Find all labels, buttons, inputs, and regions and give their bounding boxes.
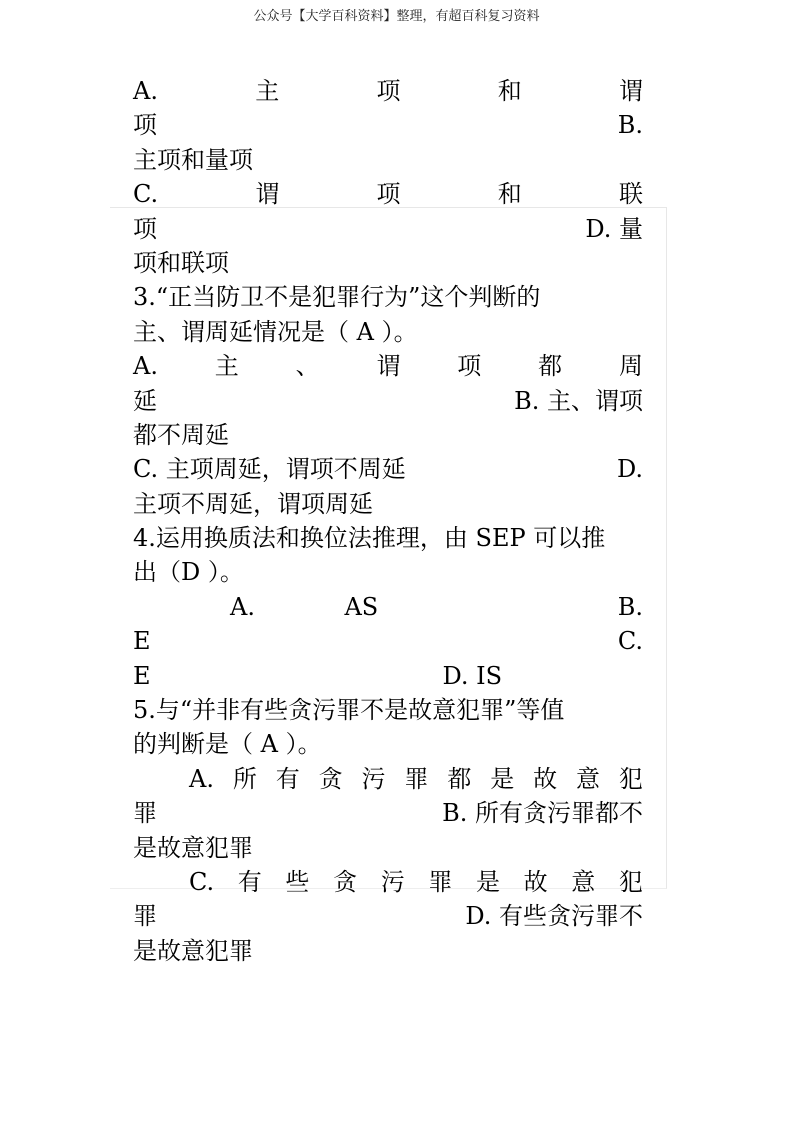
text-token: 联 (618, 180, 643, 209)
q3-stem-line-2 (133, 315, 643, 349)
q2-option-b-line (133, 143, 643, 177)
text-token: D. 有些贪污罪不 (465, 902, 643, 931)
text-token: E (133, 627, 151, 656)
text-token: C. (617, 627, 643, 656)
text-token: 主 (214, 352, 239, 381)
text-token: A. (189, 764, 214, 793)
q2-option-c-d-line (133, 212, 643, 246)
text-token: 的判断是（ A ）。 (133, 730, 322, 759)
text-token: 贪 (318, 764, 343, 793)
q4-option-c-d-line (133, 659, 643, 693)
text-token: 项 (457, 352, 482, 381)
document-body (133, 74, 643, 968)
text-token: 延 (133, 386, 157, 415)
q5-option-b-line (133, 831, 643, 865)
q2-option-c-line (133, 177, 643, 211)
q5-stem-line-1 (133, 693, 643, 727)
text-token: 谓 (255, 180, 280, 209)
text-token: 故 (523, 867, 548, 896)
text-token: 3.“正当防卫不是犯罪行为”这个判断的 (133, 283, 541, 312)
q5-option-a-line (133, 762, 643, 796)
text-token: 都 (447, 764, 472, 793)
text-token: 5.与“并非有些贪污罪不是故意犯罪”等值 (133, 696, 565, 725)
text-token: 污 (380, 867, 405, 896)
text-token: C. 主项周延，谓项不周延 (133, 455, 406, 484)
text-token: 意 (571, 867, 596, 896)
q3-option-d-line (133, 487, 643, 521)
q2-option-d-line (133, 246, 643, 280)
q3-stem-line-1 (133, 280, 643, 314)
text-token: 些 (285, 867, 310, 896)
text-token: A. (133, 77, 158, 105)
text-token: 是 (490, 764, 515, 793)
text-token: 都 (538, 352, 563, 381)
q2-option-a-b-line (133, 108, 643, 142)
q3-option-a-line (133, 349, 643, 383)
q4-option-a-line (133, 590, 643, 624)
text-token: B. (617, 592, 643, 621)
text-token: 犯 (618, 764, 643, 793)
q5-option-c-line (133, 865, 643, 899)
text-token: E (133, 661, 151, 690)
text-token: 故 (533, 764, 558, 793)
text-token: 有 (275, 764, 300, 793)
text-token: A. (133, 352, 158, 381)
text-token: 都不周延 (133, 420, 229, 449)
text-token: 项 (376, 180, 401, 209)
text-token: 污 (361, 764, 386, 793)
text-token: 是故意犯罪 (133, 833, 253, 862)
text-token: 和 (497, 180, 522, 209)
text-token: D. (616, 455, 643, 484)
text-token: 所 (232, 764, 257, 793)
text-token: 意 (575, 764, 600, 793)
text-token: 是故意犯罪 (133, 936, 253, 965)
text-token: C. (133, 180, 159, 209)
text-token: 有 (237, 867, 262, 896)
text-token: 谓 (376, 352, 401, 381)
q3-option-b-line (133, 418, 643, 452)
q4-stem-line-2 (133, 555, 643, 589)
q5-stem-line-2 (133, 727, 643, 761)
text-token: 犯 (618, 867, 643, 896)
text-token: AS (344, 592, 379, 621)
text-token: 主项和量项 (133, 145, 253, 174)
text-token: B. 所有贪污罪都不 (442, 799, 643, 828)
text-token: 主项不周延，谓项周延 (133, 489, 373, 518)
q5-option-a-b-line (133, 796, 643, 830)
text-token: A. (230, 592, 255, 621)
text-token: 主 (255, 77, 280, 105)
text-token: 4.运用换质法和换位法推理，由 SEP 可以推 (133, 524, 606, 553)
text-token: 是 (475, 867, 500, 896)
q2-option-a-line (133, 74, 643, 108)
text-token: 罪 (133, 902, 157, 931)
q5-option-d-line (133, 934, 643, 968)
text-token: 主、谓周延情况是（ A ）。 (133, 317, 418, 346)
text-token: 贪 (333, 867, 358, 896)
text-token: B. (617, 111, 643, 140)
q4-stem-line-1 (133, 521, 643, 555)
text-token: 周 (618, 352, 643, 381)
text-token: 罪 (404, 764, 429, 793)
q4-option-b-line (133, 624, 643, 658)
text-token: 项 (376, 77, 401, 105)
q3-option-a-b-line (133, 384, 643, 418)
page-header: 公众号【大学百科资料】整理，有超百科复习资料 (253, 9, 540, 24)
q5-option-c-d-line (133, 899, 643, 933)
text-token: 项 (133, 111, 157, 140)
text-token: 、 (295, 352, 320, 381)
text-token: D. 量 (585, 214, 643, 243)
text-token: 项 (133, 214, 157, 243)
text-token: 罪 (428, 867, 453, 896)
text-token: C. (189, 867, 215, 896)
q3-option-c-line (133, 452, 643, 486)
text-token: 罪 (133, 799, 157, 828)
text-token: 出（D ）。 (133, 558, 244, 587)
text-token: 谓 (618, 77, 643, 105)
text-token: B. 主、谓项 (514, 386, 643, 415)
text-token: 项和联项 (133, 248, 229, 277)
text-token: 和 (497, 77, 522, 105)
text-token: D. IS (442, 661, 503, 690)
